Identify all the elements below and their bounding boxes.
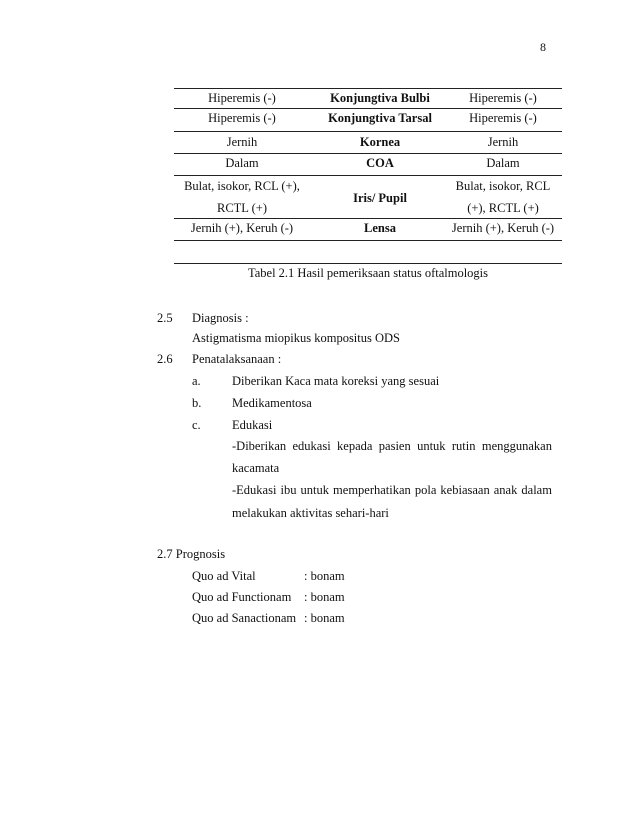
prognosis-label: Quo ad Sanactionam xyxy=(192,611,297,625)
section-title: Penatalaksanaan : xyxy=(192,352,282,366)
table-rule xyxy=(174,108,562,109)
table-rule xyxy=(174,153,562,154)
word: menggunakan xyxy=(481,439,552,453)
section-title: 2.7 Prognosis xyxy=(157,547,226,561)
section-number: 2.5 xyxy=(157,311,173,325)
table-cell-right: Hiperemis (-) xyxy=(469,111,537,125)
table-cell-parameter: Kornea xyxy=(359,135,401,149)
table-rule xyxy=(174,240,562,241)
table-rule xyxy=(174,218,562,219)
education-line: melakukan aktivitas sehari-hari xyxy=(232,506,389,520)
list-item-text: Edukasi xyxy=(232,418,273,432)
table-cell-left: Bulat, isokor, RCL (+), xyxy=(184,179,300,193)
table-rule xyxy=(174,175,562,176)
table-cell-parameter: COA xyxy=(366,156,394,170)
table-cell-parameter: Konjungtiva Bulbi xyxy=(330,91,430,105)
word: dalam xyxy=(521,483,552,497)
table-cell-right: (+), RCTL (+) xyxy=(467,201,539,215)
prognosis-label: Quo ad Functionam xyxy=(192,590,292,604)
list-item-text: Diberikan Kaca mata koreksi yang sesuai xyxy=(232,374,440,388)
table-rule xyxy=(174,88,562,89)
prognosis-value: : bonam xyxy=(304,569,345,583)
education-line xyxy=(232,439,552,454)
section-title: Diagnosis : xyxy=(192,311,249,325)
section-number: 2.6 xyxy=(157,352,173,366)
prognosis-value: : bonam xyxy=(304,590,345,604)
table-cell-left: Hiperemis (-) xyxy=(208,111,276,125)
prognosis-value: : bonam xyxy=(304,611,345,625)
page-number: 8 xyxy=(540,40,546,54)
table-cell-parameter: Lensa xyxy=(364,221,396,235)
table-cell-left: Jernih (+), Keruh (-) xyxy=(190,221,294,235)
word: ibu xyxy=(280,483,297,497)
word: edukasi xyxy=(292,439,331,453)
table-cell-parameter: Konjungtiva Tarsal xyxy=(328,111,432,125)
list-item-letter: a. xyxy=(192,374,201,388)
word: -Edukasi xyxy=(232,483,277,497)
table-rule xyxy=(174,131,562,132)
table-cell-right: Jernih (+), Keruh (-) xyxy=(451,221,555,235)
word: pola xyxy=(414,483,437,497)
table-cell-parameter: Iris/ Pupil xyxy=(353,191,407,205)
table-cell-left: RCTL (+) xyxy=(217,201,267,215)
table-cell-left: Hiperemis (-) xyxy=(208,91,276,105)
table-cell-right: Jernih xyxy=(487,135,519,149)
word: untuk xyxy=(417,439,446,453)
word: pasien xyxy=(378,439,411,453)
list-item-letter: c. xyxy=(192,418,201,432)
prognosis-label: Quo ad Vital xyxy=(192,569,256,583)
word: untuk xyxy=(300,483,329,497)
list-item-text: Medikamentosa xyxy=(232,396,312,410)
word: anak xyxy=(493,483,518,497)
table-cell-left: Dalam xyxy=(225,156,259,170)
table-rule xyxy=(174,263,562,264)
word: memperhatikan xyxy=(333,483,411,497)
education-line: kacamata xyxy=(232,461,280,475)
table-cell-right: Bulat, isokor, RCL xyxy=(455,179,551,193)
word: -Diberikan xyxy=(232,439,287,453)
table-caption: Tabel 2.1 Hasil pemeriksaan status oftalmologis xyxy=(247,266,489,280)
table-cell-left: Jernih xyxy=(226,135,258,149)
list-item-letter: b. xyxy=(192,396,202,410)
word: rutin xyxy=(451,439,476,453)
table-cell-right: Hiperemis (-) xyxy=(469,91,537,105)
word: kepada xyxy=(337,439,373,453)
table-cell-right: Dalam xyxy=(486,156,520,170)
diagnosis-text: Astigmatisma miopikus kompositus ODS xyxy=(192,331,401,345)
word: kebiasaan xyxy=(440,483,490,497)
education-line xyxy=(232,483,552,498)
